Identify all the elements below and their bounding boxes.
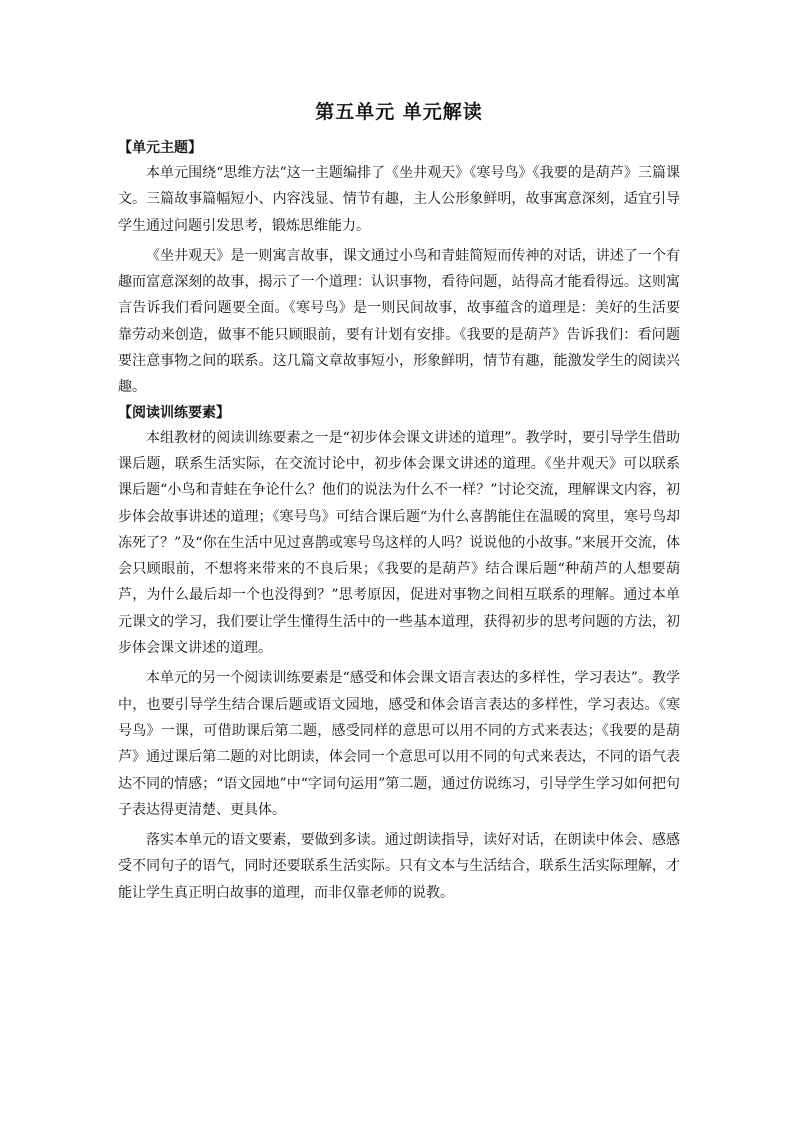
- document-page: [118, 100, 680, 906]
- paragraph: 落实本单元的语文要素，要做到多读。通过朗读指导，读好对话，在朗读中体会、感感受不同句子的语气，同时还要联系生活实际。只有文本与生活结合，联系生活实际理解，才能让学生真正明白故事的道理，而非仅靠老师的说教。: [118, 832, 680, 901]
- paragraph: 本组教材的阅读训练要素之一是“初步体会课文讲述的道理”。教学时，要引导学生借助课后题，联系生活实际，在交流讨论中，初步体会课文讲述的道理。《坐井观天》可以联系课后题“小鸟和青蛙在争论什么？他们的说法为什么不一样？”讨论交流，理解课文内容，初步体会故事讲述的道理；《寒号鸟》可结合课后题“为什么喜鹊能住在温暖的窝里，寒号鸟却冻死了？”及“你在生活中见过喜鹊或寒号鸟这样的人吗？说说他的小故事。”来展开交流，体会只顾眼前，不想将来带来的不良后果；《我要的是葫芦》结合课后题“种葫芦的人想要葫芦，为什么最后却一个也没得到？”思考原因，促进对事物之间相互联系的理解。通过本单元课文的学习，我们要让学生懂得生活中的一些基本道理，获得初步的思考问题的方法，初步体会课文讲述的道理。: [118, 429, 680, 657]
- section-heading-unit-theme: 【单元主题】: [118, 140, 202, 156]
- section-heading-reading-elements: 【阅读训练要素】: [118, 404, 230, 421]
- paragraph: 本单元的另一个阅读训练要素是“感受和体会课文语言表达的多样性，学习表达”。教学中，也要引导学生结合课后题或语文园地，感受和体会语言表达的多样性，学习表达。《寒号鸟》一课，可借助课后第二题，感受同样的意思可以用不同的方式来表达；《我要的是葫芦》通过课后第二题的对比朗读，体会同一个意思可以用不同的句式来表达，不同的语气表达不同的情感；“语文园地”中“字词句运用”第二题，通过仿说练习，引导学生学习如何把句子表达得更清楚、更具体。: [118, 670, 680, 818]
- paragraph: 本单元围绕“思维方法”这一主题编排了《坐井观天》《寒号鸟》《我要的是葫芦》三篇课文。三篇故事篇幅短小、内容浅显、情节有趣，主人公形象鲜明，故事寓意深刻，适宜引导学生通过问题引发思考，锻炼思维能力。: [118, 165, 680, 234]
- document-title: 第五单元 单元解读: [315, 101, 483, 123]
- paragraph: 《坐井观天》是一则寓言故事，课文通过小鸟和青蛙简短而传神的对话，讲述了一个有趣而富意深刻的故事，揭示了一个道理：认识事物，看待问题，站得高才能看得远。这则寓言告诉我们看问题要全面。《寒号鸟》是一则民间故事，故事蕴含的道理是：美好的生活要靠劳动来创造，做事不能只顾眼前，要有计划有安排。《我要的是葫芦》告诉我们：看问题要注意事物之间的联系。这几篇文章故事短小，形象鲜明，情节有趣，能激发学生的阅读兴趣。: [118, 247, 680, 396]
